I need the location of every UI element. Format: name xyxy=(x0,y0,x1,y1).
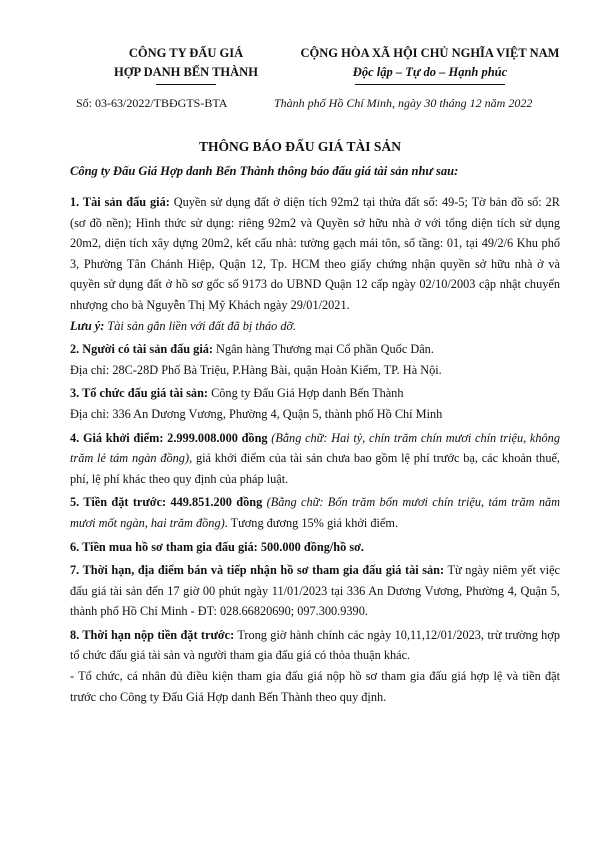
section-asset xyxy=(70,192,560,316)
section-organizer-label: 3. Tổ chức đấu giá tài sản: xyxy=(70,386,208,401)
deposit-deadline-extra: - Tổ chức, cá nhân đủ điều kiện tham gia đấu giá nộp hồ sơ tham gia đấu giá hợp lệ và tiền đặt trước cho Công ty Đấu Giá Hợp danh Bến Thành theo quy định. xyxy=(70,669,560,704)
deposit-words: (Bằng chữ: Bốn trăm bốn mươi chín triệu, tám trăm năm mươi mốt ngàn, hai trăm đồng) xyxy=(70,495,560,530)
organization-name-line2: HỢP DANH BẾN THÀNH xyxy=(114,65,258,79)
national-title: CỘNG HÒA XÃ HỘI CHỦ NGHĨA VIỆT NAM xyxy=(300,46,560,60)
national-header xyxy=(282,44,578,85)
place-and-date: Thành phố Hồ Chí Minh, ngày 30 tháng 12 năm 2022 xyxy=(274,96,533,110)
organizer-address: Địa chỉ: 336 An Dương Vương, Phường 4, Quận 5, thành phố Hồ Chí Minh xyxy=(70,406,443,421)
section-note xyxy=(70,316,560,337)
reference-number: Số: 03-63/2022/TBĐGTS-BTA xyxy=(76,96,228,110)
section-deposit xyxy=(70,492,560,533)
section-sale-period xyxy=(70,560,560,622)
document-body xyxy=(70,192,560,710)
section-starting-price xyxy=(70,428,560,490)
organization-underline xyxy=(156,84,216,85)
deposit-deadline-label: 8. Thời hạn nộp tiền đặt trước: xyxy=(70,627,235,642)
sale-period-text: Từ ngày niêm yết việc đấu giá tài sản đến 17 giờ 00 phút ngày 11/01/2023 tại 336 An Dương Vương, Phường 4, Quận 5, thành phố Hồ Chí Minh - ĐT: 028.66820690; 097.300.9390. xyxy=(70,563,560,619)
section-organizer-text: Công ty Đấu Giá Hợp danh Bến Thành xyxy=(208,386,404,401)
sale-period-label: 7. Thời hạn, địa điểm bán và tiếp nhận hồ sơ tham gia đấu giá tài sản: xyxy=(70,563,445,578)
owner-address: Địa chỉ: 28C-28D Phố Bà Triệu, P.Hàng Bài, quận Hoàn Kiếm, TP. Hà Nội. xyxy=(70,362,442,377)
document-title: THÔNG BÁO ĐẤU GIÁ TÀI SẢN xyxy=(199,139,401,154)
deposit-deadline-text: Trong giờ hành chính các ngày 10,11,12/01/2023, trừ trường hợp tổ chức đấu giá tài sản và người tham gia đấu giá có thỏa thuận khác. xyxy=(70,627,560,663)
document-intro: Công ty Đấu Giá Hợp danh Bến Thành thông báo đấu giá tài sản như sau: xyxy=(70,164,459,178)
starting-price-words: (Bằng chữ: Hai tỷ, chín trăm chín mươi chín triệu, không trăm lẻ tám ngàn đồng) xyxy=(70,430,560,466)
section-deposit-deadline xyxy=(70,625,560,666)
dossier-fee-label: 6. Tiền mua hồ sơ tham gia đấu giá: 500.000 đồng/hồ sơ. xyxy=(70,539,365,554)
section-owner xyxy=(70,339,560,360)
section-asset-label: 1. Tài sản đấu giá: xyxy=(70,195,170,209)
motto-underline xyxy=(355,84,505,85)
section-dossier-fee xyxy=(70,537,560,558)
deposit-text: . Tương đương 15% giá khởi điểm. xyxy=(224,515,399,530)
starting-price-label: 4. Giá khởi điểm: 2.999.008.000 đồng xyxy=(70,430,268,445)
section-owner-text: Ngân hàng Thương mại Cổ phần Quốc Dân. xyxy=(212,342,434,357)
organization-name-line1: CÔNG TY ĐẤU GIÁ xyxy=(128,46,244,60)
organization-header xyxy=(96,44,276,85)
note-label: Lưu ý: xyxy=(70,318,105,333)
note-text: Tài sản gắn liền với đất đã bị tháo dỡ. xyxy=(104,318,297,333)
national-motto: Độc lập – Tự do – Hạnh phúc xyxy=(352,65,508,79)
section-organizer xyxy=(70,383,560,404)
section-asset-text: Quyền sử dụng đất ở diện tích 92m2 tại thửa đất số: 49-5; Tờ bản đồ số: 2R (sơ đồ nền); Hình thức sử dụng: riêng 92m2 và Quyền sở hữu nhà ở với tổng diện tích sử dụng 20m2, diện tích xây dựng 20m2, kết cấu nhà: tường gạch mái tôn, số tầng: 01, tại 49/2/6 Khu phố 3, Phường Tân Chánh Hiệp, Quận 12, Tp. HCM theo giấy chứng nhận quyền sở hữu nhà ở và quyền sử dụng đất ở hồ sơ gốc số 9173 do UBND Quận 12 cấp ngày 02/10/2003 cập nhật chuyển nhượng cho bà Nguyễn Thị Mỹ Khách ngày 29/01/2021. xyxy=(70,195,560,312)
deposit-label: 5. Tiền đặt trước: 449.851.200 đồng xyxy=(70,495,263,510)
starting-price-text: , giá khởi điểm của tài sản chưa bao gồm lệ phí trước bạ, các khoản thuế, phí, lệ phí khác theo quy định của pháp luật. xyxy=(70,451,560,486)
section-owner-label: 2. Người có tài sản đấu giá: xyxy=(70,342,213,357)
